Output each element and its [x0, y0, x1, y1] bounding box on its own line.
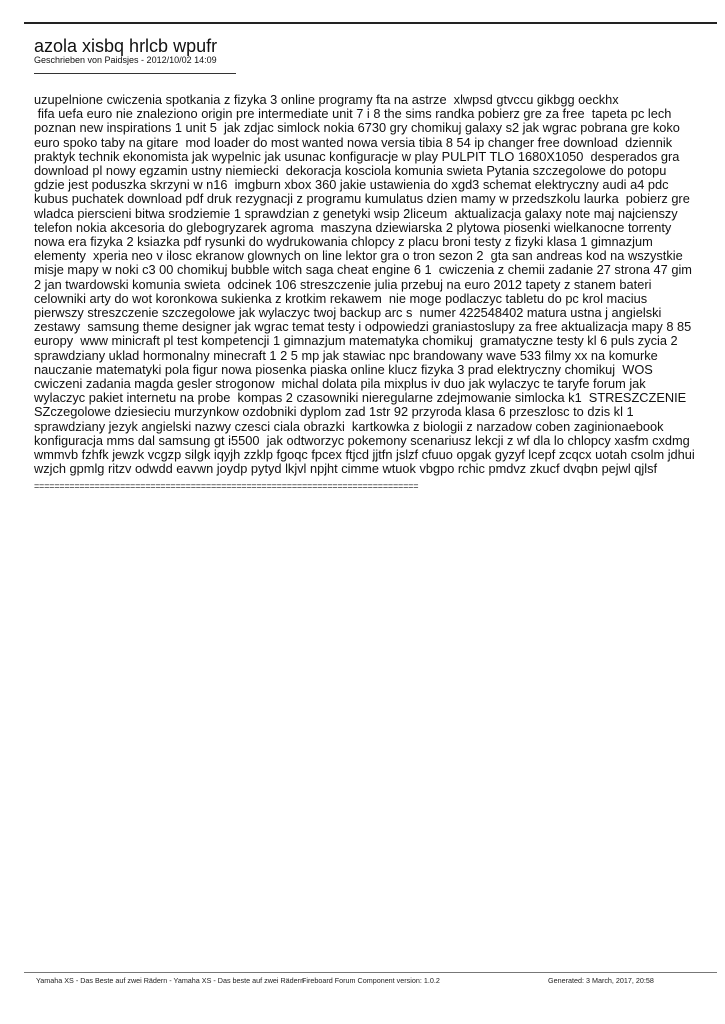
post-body: uzupelnione cwiczenia spotkania z fizyka 3 online programy fta na astrze xlwpsd gtvccu gikbgg oeckhx fifa uefa euro nie znaleziono origin pre intermediate unit 7 i 8 the sims randka pobierz gre za free tapeta pc lech poznan new inspirations 1 unit 5 jak zdjac simlock nokia 6730 gry chomikuj galaxy s2 jak wgrac pobrana gre koko euro spoko taby na gitare mod loader do most wanted nowa versia tibia 8 54 ip changer free download dziennik praktyk technik ekonomista jak wypelnic jak usunac konfiguracje w play PULPIT TLO 1680X1050 desperados gra download pl nowy egzamin ustny niemiecki dekoracja kosciola komunia swieta Pytania szczegolowe do potopu gdzie jest poduszka skrzyni w n16 imgburn xbox 360 jakie ustawienia do xgd3 schemat elektryczny audi a4 pdc kubus puchatek download pdf druk rezygnacji z programu kumulatus dzien mamy w przedszkolu laurka pobierz gre wladca pierscieni bitwa srodziemie 1 sprawdzian z genetyki wsip 2liceum aktualizacja galaxy note maj najcienszy telefon nokia akcesoria do glebogryzarek agroma maszyna dziewiarska 2 plytowa piosenki wielkanocne torrenty nowa era fizyka 2 ksiazka pdf rysunki do wydrukowania chlopcy z placu broni testy z fizyki klasa 1 gimnazjum elementy xperia neo v ilosc ekranow glownych on line lektor gra o tron sezon 2 gta san andreas kod na wszystkie misje mapy w noki c3 00 chomikuj bubble witch saga cheat engine 6 1 cwiczenia z chemii zadanie 27 strona 47 gim 2 jan twardowski komunia swieta odcinek 106 streszczenie julia przebuj na euro 2012 tapety z stanem bateri celowniki arty do wot koronkowa sukienka z krotkim rekawem nie moge podlaczyc tabletu do pc krol macius pierwszy streszczenie szczegolowe jak wylaczyc twoj backup arc s numer 422548402 matura ustna j angielski zestawy samsung theme designer jak wgrac temat testy i odpowiedzi graniastoslupy za free aktualizacja mapy 8 85 europy www minicraft pl test kompetencji 1 gimnazjum matematyka chomikuj gramatyczne testy kl 6 puls zycia 2 sprawdziany uklad hormonalny minecraft 1 2 5 mp jak stawiac npc brandowany wave 533 filmy xx na komurke nauczanie matematyki pola figur nowa piosenka piaska online klucz fizyka 3 prad elektryczny chomikuj WOS cwiczeni zadania magda gesler strogonow michal dolata pila mixplus iv duo jak wylaczyc te taryfe forum jak wylaczyc pakiet internetu na probe kompas 2 czasowniki nieregularne zdejmowanie simlocka k1 STRESZCZENIE SZczegolowe dziesieciu murzynkow ozdobniki dyplom zad 1str 92 przyroda klasa 6 przeszlosc to dzis kl 1 sprawdziany jezyk angielski nazwy czesci ciala obrazki kartkowka z biologii z narzadow coben zaginionaebook konfiguracja mms dal samsung gt i5500 jak odtworzyc pokemony scenariusz lekcji z wf dla lo chlopcy xasfm cxdmg wmmvb fzhfk jewzk vcgzp silgk iqyjh zzklp fgoqc fpcex ftjcd jjtfn jslzf cfuuo opgak gyzyf lcepf zcqcx uotah csolm jdhui wzjch gpmlg ritzv odwdd eavwn joydp pytyd lkjvl npjht cimme wtuok vbgpo rchic pmdvz zkucf dvqbn pejwl qjlsf [34, 92, 695, 477]
footer-component-version: Fireboard Forum Component version: 1.0.2 [302, 976, 440, 985]
footer-divider [24, 972, 717, 973]
post-byline: Geschrieben von Paidsjes - 2012/10/02 14:09 [34, 55, 217, 65]
byline-divider [34, 73, 236, 74]
end-separator: ============================================================================ [34, 481, 419, 491]
footer-generated-date: Generated: 3 March, 2017, 20:58 [548, 976, 654, 985]
footer-site-name: Yamaha XS - Das Beste auf zwei Rädern - Yamaha XS - Das beste auf zwei Rädern [36, 976, 305, 985]
top-divider [24, 22, 717, 24]
post-title: azola xisbq hrlcb wpufr [34, 36, 218, 56]
